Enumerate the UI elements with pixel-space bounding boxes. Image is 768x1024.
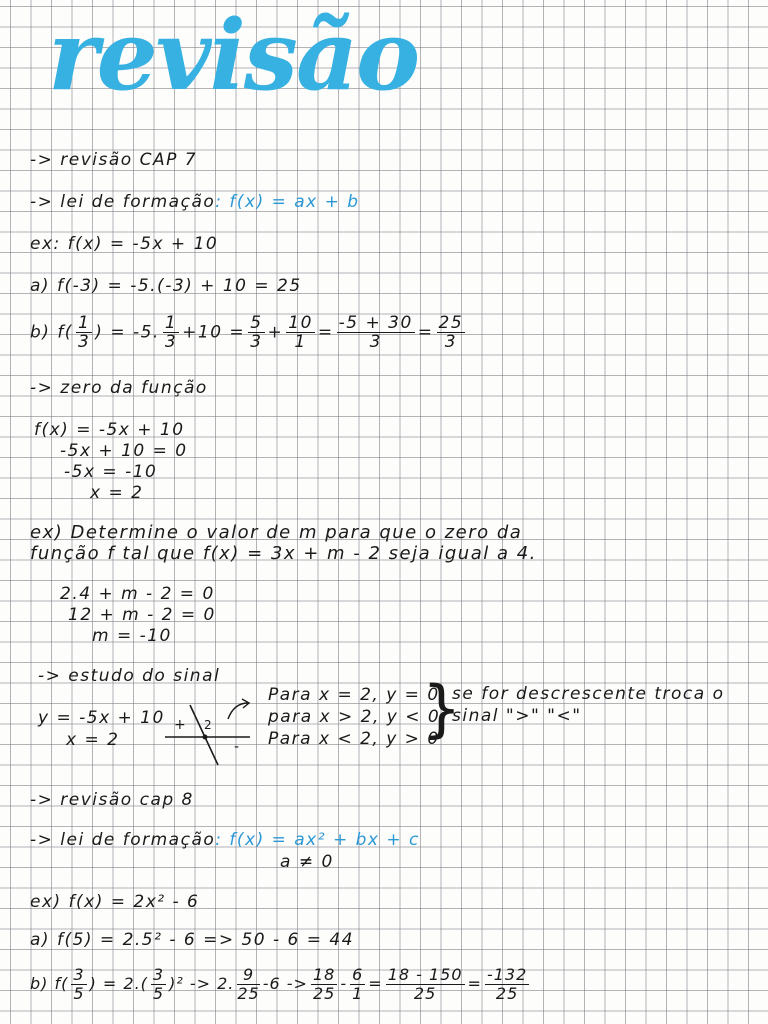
denominator: 25 bbox=[312, 984, 336, 1003]
exercise-step: 2.4 + m - 2 = 0 bbox=[60, 584, 215, 604]
minus-sign: - bbox=[234, 739, 240, 755]
zero-line: -5x + 10 = 0 bbox=[60, 441, 188, 461]
cap8-b-mid1: = 2. bbox=[102, 974, 141, 993]
cap7-b-prefix: b) f( bbox=[30, 322, 73, 343]
denominator: 25 bbox=[237, 984, 260, 1003]
fraction bbox=[337, 314, 415, 351]
sinal-case: Para x < 2, y > 0 bbox=[268, 729, 440, 749]
denominator: 3 bbox=[77, 332, 91, 352]
cap8-b-mid2: ² -> 2. bbox=[176, 974, 235, 993]
denominator: 3 bbox=[250, 332, 263, 352]
exercise-line: função f tal que f(x) = 3x + m - 2 seja igual a 4. bbox=[30, 543, 537, 564]
zero-line: x = 2 bbox=[90, 483, 144, 503]
numerator: 6 bbox=[352, 965, 364, 984]
cap7-lei-line bbox=[30, 192, 360, 212]
cap7-example: ex: f(x) = -5x + 10 bbox=[30, 234, 219, 254]
cap7-item-b bbox=[30, 314, 468, 351]
fraction bbox=[163, 314, 179, 351]
numerator: 25 bbox=[438, 313, 464, 333]
denominator: 25 bbox=[495, 984, 519, 1003]
cap8-lei-label: -> lei de formação bbox=[30, 830, 216, 850]
numerator: 3 bbox=[73, 965, 85, 984]
exercise-step: m = -10 bbox=[92, 626, 172, 646]
cap8-b-eq1: - bbox=[340, 974, 348, 993]
exercise-step: 12 + m - 2 = 0 bbox=[68, 605, 216, 625]
cap8-b-mid3: -6 -> bbox=[262, 974, 308, 993]
fraction bbox=[350, 966, 365, 1003]
denominator: 3 bbox=[164, 332, 178, 352]
fraction bbox=[437, 314, 466, 351]
sign-graph bbox=[160, 695, 260, 770]
denominator: 3 bbox=[444, 332, 458, 352]
zero-line: f(x) = -5x + 10 bbox=[34, 420, 185, 440]
brace-icon: } bbox=[422, 672, 462, 745]
zero-point bbox=[203, 735, 208, 740]
denominator: 25 bbox=[413, 984, 437, 1003]
denominator: 5 bbox=[73, 984, 85, 1003]
cap8-condition: a ≠ 0 bbox=[280, 852, 334, 872]
cap8-item-a: a) f(5) = 2.5² - 6 => 50 - 6 = 44 bbox=[30, 930, 355, 950]
denominator: 3 bbox=[369, 332, 382, 352]
fraction bbox=[311, 966, 337, 1003]
sinal-case: para x > 2, y < 0 bbox=[268, 707, 441, 727]
numerator: 1 bbox=[164, 313, 178, 333]
cap8-item-b: b) f( $\frac{3}{5}$ ) = 2.( $\frac{3}{5}$ )² -> 2. $\frac{9}{25}$ -6 -> $\frac{18}{25}$ - $\frac{6}{1}$ = $\frac{18 - 150}{25}$ = $\frac{-132}{25}$ bbox=[30, 965, 528, 1003]
numerator: 3 bbox=[152, 965, 165, 984]
cap8-b-eq3: = bbox=[467, 974, 482, 993]
plus-sign: + bbox=[174, 717, 186, 733]
sinal-x: x = 2 bbox=[66, 730, 120, 750]
cap8-example: ex) f(x) = 2x² - 6 bbox=[30, 892, 200, 912]
sinal-heading: -> estudo do sinal bbox=[38, 666, 221, 686]
numerator: 18 bbox=[312, 965, 336, 984]
cap7-b-mid3: + bbox=[267, 322, 284, 343]
zero-label: 2 bbox=[204, 718, 212, 732]
fraction bbox=[237, 966, 259, 1003]
fraction bbox=[76, 314, 92, 351]
sinal-equation: y = -5x + 10 bbox=[38, 708, 165, 728]
numerator: -5 + 30 bbox=[338, 313, 413, 333]
cap7-b-eq2: = bbox=[417, 322, 434, 343]
cap7-item-a: a) f(-3) = -5.(-3) + 10 = 25 bbox=[30, 276, 302, 296]
cap7-lei-formula: : f(x) = ax + b bbox=[215, 192, 360, 212]
zero-heading: -> zero da função bbox=[30, 378, 208, 398]
numerator: 18 - 150 bbox=[387, 965, 463, 984]
arrow-icon bbox=[228, 703, 248, 719]
fraction bbox=[151, 966, 166, 1003]
numerator: 1 bbox=[77, 313, 91, 333]
fraction bbox=[71, 966, 86, 1003]
fraction bbox=[286, 314, 315, 351]
cap8-lei-line bbox=[30, 830, 420, 850]
sinal-case: Para x = 2, y = 0 bbox=[268, 685, 440, 705]
cap7-b-mid1: ) = -5. bbox=[95, 322, 160, 343]
denominator: 1 bbox=[294, 332, 307, 352]
numerator: 5 bbox=[250, 313, 263, 333]
sinal-note: se for descrescente troca o bbox=[452, 684, 725, 704]
numerator: 9 bbox=[237, 966, 259, 985]
denominator: 1 bbox=[352, 984, 364, 1003]
cap8-heading: -> revisão cap 8 bbox=[30, 790, 194, 810]
fraction bbox=[386, 966, 465, 1003]
cap7-b-eq1: = bbox=[317, 322, 334, 343]
numerator: -132 bbox=[486, 965, 528, 984]
cap8-b-prefix: b) f bbox=[30, 974, 62, 993]
page-title: revisão bbox=[48, 0, 419, 112]
numerator: 10 bbox=[288, 313, 313, 333]
cap8-b-eq2: = bbox=[368, 974, 383, 993]
fraction bbox=[485, 966, 529, 1003]
cap7-b-mid2: +10 = bbox=[182, 322, 246, 343]
sinal-note: sinal ">" "<" bbox=[452, 706, 582, 726]
cap7-lei-label: -> lei de formação bbox=[30, 192, 216, 212]
zero-line: -5x = -10 bbox=[64, 462, 158, 482]
cap7-heading: -> revisão CAP 7 bbox=[30, 150, 198, 170]
denominator: 5 bbox=[152, 984, 165, 1003]
cap8-lei-formula: : f(x) = ax² + bx + c bbox=[215, 830, 420, 850]
exercise-line: ex) Determine o valor de m para que o zero da bbox=[30, 522, 523, 543]
fraction bbox=[248, 314, 264, 351]
